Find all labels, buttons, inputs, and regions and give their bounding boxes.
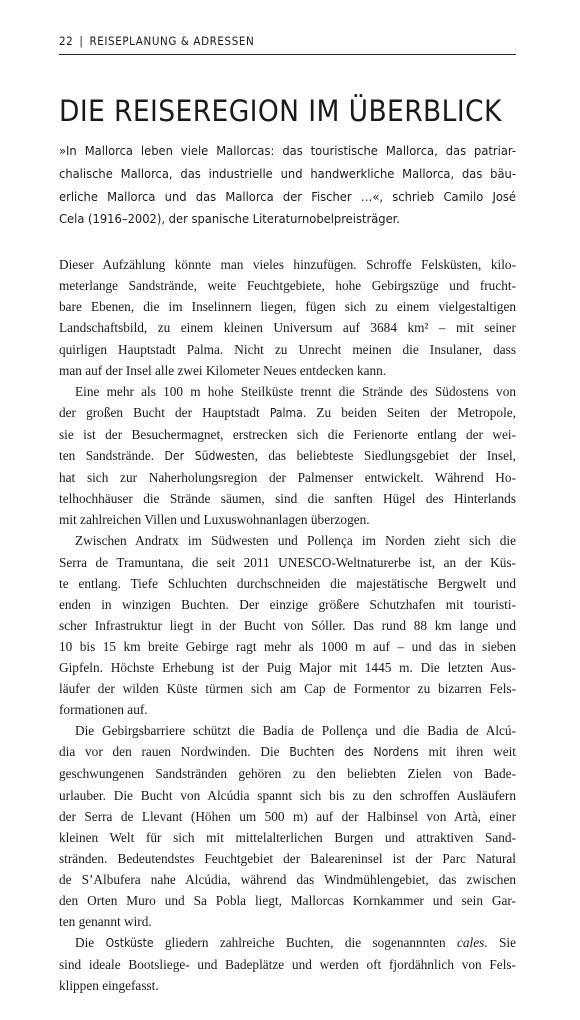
keyword-palma: Palma. (269, 405, 307, 420)
text-run: mit ihren weit (418, 744, 516, 760)
text-run: , das beliebteste Siedlungsgebiet der Insel, (254, 448, 517, 464)
text-line: Eine mehr als 100 m hohe Steilküste trennt die Strände des Südostens von (75, 383, 516, 399)
text-run: der großen Bucht der Hauptstadt (59, 404, 270, 420)
text-run: Die (75, 935, 106, 951)
text-run: . Sie (484, 935, 516, 951)
text-line: läufer der wilden Küste türmen sich am Cap de Formentor zu bizarren Fels- (59, 681, 516, 697)
text-line (59, 932, 516, 954)
text-line: der Serra de Llevant (Höhen um 500 m) auf der Halbinsel von Artà, einer (59, 808, 516, 824)
text-line: den Orten Muro und Sa Pobla liegt, Mallorcas Kornkammer und sein Gar- (59, 893, 516, 908)
paragraph-4 (59, 720, 516, 932)
header-separator: | (79, 34, 84, 48)
text-line: stränden. Bedeutendstes Feuchtgebiet der Baleareninsel ist der Parc Natural (59, 850, 516, 866)
running-header (59, 28, 516, 55)
text-line (59, 741, 516, 763)
text-line: mit zahlreichen Villen und Luxuswohnanlagen überzogen. (59, 512, 370, 528)
paragraph-1 (59, 254, 516, 381)
italic-term-cales: cales (456, 935, 485, 951)
text-line: klippen eingefasst. (59, 978, 159, 994)
text-run: dia vor den rauen Nordwinden. Die (59, 744, 290, 760)
section-title: REISEPLANUNG & ADRESSEN (89, 34, 255, 48)
text-run: ten Sandstrände. (59, 448, 165, 464)
text-line (59, 402, 516, 424)
text-line: man auf der Insel alle zwei Kilometer Neues entdecken kann. (59, 362, 387, 378)
text-line: Die Gebirgsbarriere schützt die Badia de Pollença und die Badia de Alcú- (75, 723, 516, 739)
text-line: meterlange Sandstrände, weite Feuchtgebiete, hohe Gebirgszüge und frucht- (59, 278, 516, 294)
paragraph-5 (59, 932, 516, 996)
text-line: Landschaftsbild, zu einem kleinen Universum auf 3684 km² – mit seiner (59, 320, 516, 336)
text-line: Zwischen Andratx im Südwesten und Pollença im Norden zieht sich die (75, 533, 516, 549)
text-line: geschwungenen Sandstränden gehören zu den beliebten Zielen von Bade- (59, 766, 516, 782)
intro-line: »In Mallorca leben viele Mallorcas: das touristische Mallorca, das patriar- (59, 144, 516, 159)
text-line: hat sich zur Naherholungsregion der Palmenser entwickelt. Während Ho- (59, 470, 516, 486)
text-line: Gipfeln. Höchste Erhebung ist der Puig Major mit 1445 m. Die letzten Aus- (59, 659, 516, 675)
body-text (59, 254, 516, 996)
text-line: te entlang. Tiefe Schluchten durchschneiden die majestätische Bergwelt und (59, 575, 516, 591)
text-run: gliedern zahlreiche Buchten, die sogenannnten (153, 935, 457, 951)
text-line: de S’Albufera nahe Alcúdia, während das Windmühlengebiet, das zwischen (59, 871, 516, 887)
text-line: sind ideale Bootsliege- und Badeplätze und werden oft fjordähnlich von Fels- (59, 957, 516, 973)
text-line: Serra de Tramuntana, die seit 2011 UNESCO-Weltnaturerbe ist, an der Küs- (59, 554, 516, 570)
text-line: kleinen Welt für sich mit mittelalterlichen Burgen und attraktiven Sand- (59, 829, 516, 845)
keyword-ostkueste: Ostküste (105, 936, 154, 951)
chapter-title: DIE REISEREGION IM ÜBERBLICK (59, 94, 502, 128)
text-line: telhochhäuser die Strände säumen, sind die sanften Hügel des Hinterlands (59, 491, 516, 507)
intro-line: erliche Mallorca und das Mallorca der Fischer …«, schrieb Camilo José (59, 189, 516, 205)
keyword-suedwesten: Der Südwesten (164, 449, 255, 464)
text-line: Dieser Aufzählung könnte man vieles hinzufügen. Schroffe Felsküsten, kilo- (59, 257, 516, 273)
book-page (59, 28, 516, 996)
text-line: quirligen Hauptstadt Palma. Nicht zu Unrecht meinen die Insulaner, dass (59, 341, 516, 357)
text-line: sie ist der Besuchermagnet, erstrecken sich die Ferienorte entlang der wei- (59, 426, 516, 442)
paragraph-2 (59, 381, 516, 531)
intro-line: chalische Mallorca, das industrielle und handwerkliche Mallorca, das bäu- (59, 166, 516, 182)
page-number: 22 (59, 34, 74, 48)
text-line: ten genannt wird. (59, 914, 152, 930)
intro-quote (59, 141, 516, 232)
text-line: urlauber. Die Bucht von Alcúdia spannt sich bis zu den schroffen Ausläufern (59, 787, 516, 803)
text-line: enden in winzigen Buchten. Der einzige größere Schutzhafen mit touristi- (59, 596, 516, 612)
text-line: 10 bis 15 km breite Gebirge ragt mehr als 1000 m auf – und das in sieben (59, 638, 516, 654)
text-line (59, 445, 516, 467)
text-run: Zu beiden Seiten der Metropole, (306, 404, 517, 420)
intro-line: Cela (1916–2002), der spanische Literaturnobelpreisträger. (59, 212, 400, 228)
text-line: bare Ebenen, die im Inselinnern liegen, fügen sich zu einem vielgestaltigen (59, 299, 516, 315)
text-line: scher Infrastruktur liegt in der Bucht von Sóller. Das rund 88 km lange und (59, 617, 516, 633)
keyword-buchten-des-nordens: Buchten des Nordens (289, 745, 419, 760)
text-line: formationen auf. (59, 702, 148, 718)
paragraph-3 (59, 530, 516, 720)
